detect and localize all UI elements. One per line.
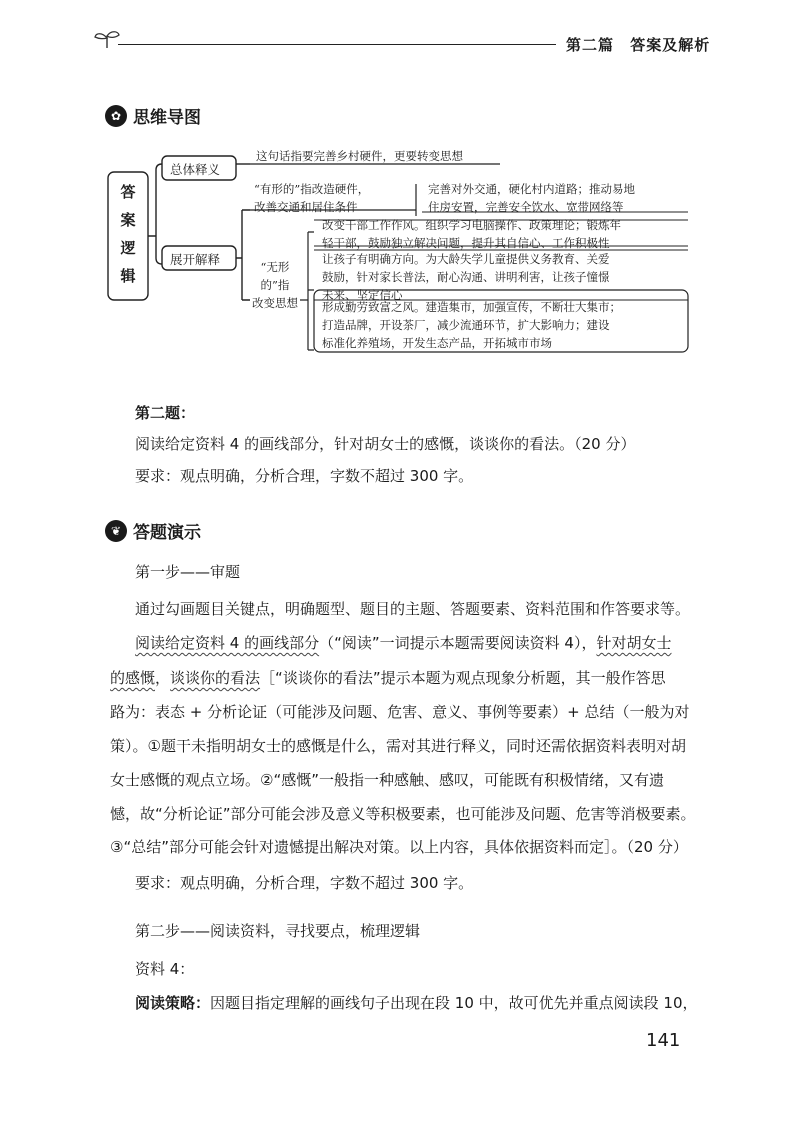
header-rule <box>118 44 556 45</box>
running-header <box>566 34 710 55</box>
mindmap-node-overall: 总体释义 <box>170 162 221 177</box>
tangible-detail-line: 住房安置，完善安全饮水、宽带网络等 <box>428 200 624 214</box>
header-subtitle: 答案及解析 <box>630 36 711 54</box>
underlined-phrase: 针对胡女士 <box>596 634 672 652</box>
box-line: 标准化养殖场，开发生态产品，开拓城市市场 <box>322 336 552 350</box>
sprout-badge-icon: ❦ <box>105 520 127 542</box>
header-section: 第二篇 <box>566 36 615 54</box>
step2-title: 第二步——阅读资料，寻找要点，梳理逻辑 <box>135 922 421 940</box>
strategy-text: 因题目指定理解的画线句子出现在段 10 中，故可优先并重点阅读段 10， <box>210 994 698 1012</box>
intangible-line: 的”指 <box>260 278 290 292</box>
strategy-label: 阅读策略： <box>135 994 211 1012</box>
tangible-detail-line: 完善对外交通，硬化村内道路；推动易地 <box>428 182 635 196</box>
mindmap-root <box>116 178 140 290</box>
question-requirement: 要求：观点明确，分析合理，字数不超过 300 字。 <box>135 467 474 485</box>
analysis-line-2 <box>110 667 666 688</box>
analysis-line-1 <box>135 632 671 653</box>
root-char: 答 <box>120 183 136 201</box>
sprout-icon <box>92 28 122 50</box>
root-char: 逻 <box>120 239 136 257</box>
box-line: 鼓励，针对家长普法，耐心沟通、讲明利害，让孩子憧憬 <box>322 270 610 284</box>
text-span: ［“谈谈你的看法”提示本题为观点现象分析题，其一般作答思 <box>260 669 666 687</box>
box-line: 改变干部工作作风。组织学习电脑操作、政策理论；锻炼年 <box>322 218 621 232</box>
mindmap-node-overall-text: 这句话指要完善乡村硬件，更要转变思想 <box>256 149 463 163</box>
intangible-line: 改变思想 <box>252 296 298 310</box>
mindmap-box-children <box>322 250 610 304</box>
analysis-line-7: ③“总结”部分可能会针对遗憾提出解决对策。以上内容，具体依据资料而定］。（20 分） <box>110 838 688 856</box>
demo-heading-text: 答题演示 <box>133 523 201 543</box>
underlined-phrase: 谈谈你的看法 <box>170 669 261 687</box>
analysis-line-6: 憾，故“分析论证”部分可能会涉及意义等积极要素，也可能涉及问题、危害等消极要素。 <box>110 805 696 823</box>
text-span: （“阅读”一词提示本题需要阅读资料 4）， <box>319 634 597 652</box>
question-text: 阅读给定资料 4 的画线部分，针对胡女士的感慨，谈谈你的看法。（20 分） <box>135 435 636 453</box>
mindmap-box-cadre <box>322 216 621 252</box>
box-line: 让孩子有明确方向。为大龄失学儿童提供义务教育、关爱 <box>322 252 610 266</box>
text-span: ， <box>155 669 171 687</box>
step1-title: 第一步——审题 <box>135 563 241 581</box>
page-number: 141 <box>646 1030 681 1051</box>
question-title: 第二题： <box>135 404 196 422</box>
mindmap-box-industry <box>322 298 621 352</box>
tangible-line: “有形的”指改造硬件， <box>254 182 370 196</box>
step1-intro: 通过勾画题目关键点，明确题型、题目的主题、答题要素、资料范围和作答要求等。 <box>135 600 691 618</box>
mindmap-tangible-detail <box>428 180 635 216</box>
mindmap-heading <box>105 103 201 128</box>
reading-strategy <box>135 992 698 1013</box>
mindmap-heading-text: 思维导图 <box>133 108 201 128</box>
mindmap-icon: ✿ <box>105 105 127 127</box>
box-line: 轻干部，鼓励独立解决问题，提升其自信心、工作积极性 <box>322 236 610 250</box>
root-char: 辑 <box>120 267 136 285</box>
demo-heading <box>105 518 201 543</box>
analysis-requirement: 要求：观点明确，分析合理，字数不超过 300 字。 <box>135 874 474 892</box>
analysis-line-5: 女士感慨的观点立场。②“感慨”一般指一种感触、感叹，可能既有积极情绪，又有遗 <box>110 771 664 789</box>
underlined-phrase: 的感慨 <box>110 669 156 687</box>
box-line: 形成勤劳致富之风。建造集市，加强宣传，不断壮大集市； <box>322 300 621 314</box>
tangible-line: 改善交通和居住条件 <box>254 200 358 214</box>
box-line: 打造品牌，开设茶厂，减少流通环节，扩大影响力；建设 <box>322 318 610 332</box>
analysis-line-4: 策）。①题干未指明胡女士的感慨是什么，需对其进行释义，同时还需依据资料表明对胡 <box>110 737 686 755</box>
mindmap-node-expand: 展开解释 <box>170 252 221 267</box>
box-line: 未来、坚定信心 <box>322 288 403 302</box>
mindmap-tangible <box>254 180 369 216</box>
root-char: 案 <box>120 211 136 229</box>
analysis-line-3: 路为：表态 + 分析论证（可能涉及问题、危害、意义、事例等要素）+ 总结（一般为对 <box>110 703 690 721</box>
mindmap-diagram <box>100 140 700 370</box>
intangible-line: “无形 <box>260 260 290 274</box>
mindmap-intangible <box>250 258 300 312</box>
material-label: 资料 4： <box>135 960 195 978</box>
underlined-phrase: 阅读给定资料 4 的画线部分 <box>135 634 320 652</box>
